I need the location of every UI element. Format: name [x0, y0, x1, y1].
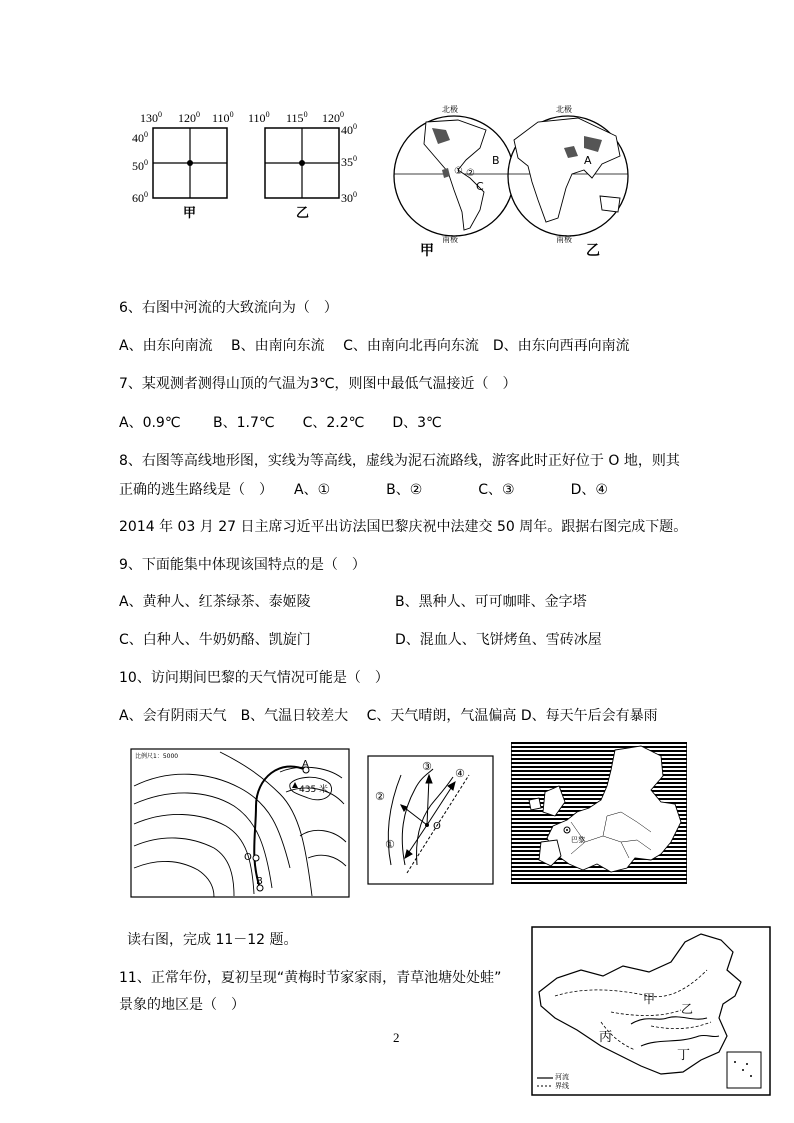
read-instruction: 读右图，完成 11－12 题。 — [127, 932, 298, 948]
china-region-jia: 甲 — [643, 992, 656, 1006]
grid-yi-top-3: 120 — [322, 111, 340, 125]
europe-paris-label: 巴黎 — [571, 836, 585, 844]
contour-point-a: A — [302, 759, 309, 770]
question-6: 6、右图中河流的大致流向为（ ） — [119, 300, 338, 316]
grid-jia-left-2: 50 — [132, 159, 144, 173]
route-3-label: ③ — [422, 760, 432, 773]
route-2-label: ② — [375, 790, 385, 803]
grid-jia-top-1: 130 — [140, 111, 158, 125]
route-point-o: O — [433, 821, 441, 832]
globe-right-north-label: 北极 — [556, 105, 572, 114]
globe-mark-b: B — [492, 154, 500, 167]
question-9-option-b: B、黑种人、可可咖啡、金字塔 — [395, 594, 587, 610]
globe-caption-left: 甲 — [420, 243, 434, 259]
china-region-ding: 丁 — [677, 1048, 691, 1063]
grid-jia-caption: 甲 — [183, 206, 197, 221]
grid-jia-left-3: 60 — [132, 191, 144, 205]
question-10: 10、访问期间巴黎的天气情况可能是（ ） — [119, 670, 389, 686]
question-10-options: A、会有阴雨天气 B、气温日较差大 C、天气晴朗，气温偏高 D、每天午后会有暴雨 — [119, 708, 658, 724]
question-9-option-a: A、黄种人、红茶绿茶、泰姬陵 — [119, 594, 311, 610]
globe-caption-right: 乙 — [586, 243, 600, 259]
grid-yi-top-1: 110 — [248, 111, 266, 125]
grid-jia-top-2: 120 — [178, 111, 196, 125]
grid-jia-left-1: 40 — [132, 131, 144, 145]
contour-scale-label: 比例尺1：5000 — [135, 753, 179, 760]
globe-mark-a: A — [584, 154, 592, 167]
grid-yi-top-2: 115 — [286, 111, 304, 125]
hemisphere-globes — [388, 100, 633, 260]
route-1-label: ① — [385, 838, 395, 851]
europe-map-svg — [511, 742, 687, 884]
globe-mark-1: ① — [454, 166, 463, 177]
contour-point-o: O — [244, 852, 252, 863]
grid-yi-caption: 乙 — [296, 206, 310, 221]
question-7-options: A、0.9℃ B、1.7℃ C、2.2℃ D、3℃ — [119, 415, 442, 431]
china-region-bing: 丙 — [599, 1030, 613, 1045]
question-9-option-d: D、混血人、飞饼烤鱼、雪砖冰屋 — [395, 632, 602, 648]
contour-point-b: B — [256, 876, 263, 887]
question-8-line1: 8、右图等高线地形图，实线为等高线，虚线为泥石流路线，游客此时正好位于 O 地，则其 — [119, 453, 680, 469]
question-11-line1: 11、正常年份，夏初呈现“黄梅时节家家雨，青草池塘处处蛙” — [119, 970, 502, 986]
globe-right-south-label: 南极 — [556, 235, 572, 244]
grid-jia-top-3: 110 — [212, 111, 230, 125]
china-map — [531, 926, 771, 1096]
contour-map — [130, 748, 350, 898]
latlong-grid-jia: $130^0$ $120^0$ $110^0$ $40^0$ $50^0$ $60^0$ 甲 — [120, 108, 230, 218]
grid-yi-right-2: 35 — [341, 155, 353, 169]
globe-mark-2: ② — [466, 168, 475, 179]
china-region-yi: 乙 — [681, 1002, 694, 1016]
question-11-line2: 景象的地区是（ ） — [119, 997, 245, 1013]
contour-map-svg — [130, 748, 350, 898]
europe-map — [511, 742, 687, 884]
globes-svg — [388, 100, 633, 260]
grid-yi-right-3: 30 — [341, 191, 353, 205]
china-legend-river: 河流 — [555, 1073, 569, 1081]
route-4-label: ④ — [455, 767, 465, 780]
question-9-option-c: C、白种人、牛奶奶酪、凯旋门 — [119, 632, 311, 648]
escape-route-map — [367, 755, 494, 885]
globe-left-south-label: 南极 — [442, 235, 458, 244]
latlong-grid-yi: $110^0$ $115^0$ $120^0$ $40^0$ $35^0$ $30^0$ 乙 — [248, 108, 368, 218]
china-legend-border: 界线 — [555, 1082, 569, 1090]
question-7: 7、某观测者测得山顶的气温为3℃，则图中最低气温接近（ ） — [119, 376, 517, 392]
grid-yi-right-1: 40 — [341, 123, 353, 137]
globe-left-north-label: 北极 — [442, 105, 458, 114]
intro-text: 2014 年 03 月 27 日主席习近平出访法国巴黎庆祝中法建交 50 周年。跟据右图完成下题。 — [119, 519, 688, 535]
contour-peak-label: 435 米 — [299, 785, 329, 795]
question-8-line2: 正确的逃生路线是（ ） A、① B、② C、③ D、④ — [119, 482, 608, 498]
globe-mark-c: C — [476, 180, 484, 193]
question-6-options: A、由东向南流 B、由南向东流 C、由南向北再向东流 D、由东向西再向南流 — [119, 338, 630, 354]
escape-route-svg — [367, 755, 494, 885]
question-9: 9、下面能集中体现该国特点的是（ ） — [119, 557, 366, 573]
page-number: 2 — [393, 1030, 400, 1045]
china-map-svg — [531, 926, 771, 1096]
